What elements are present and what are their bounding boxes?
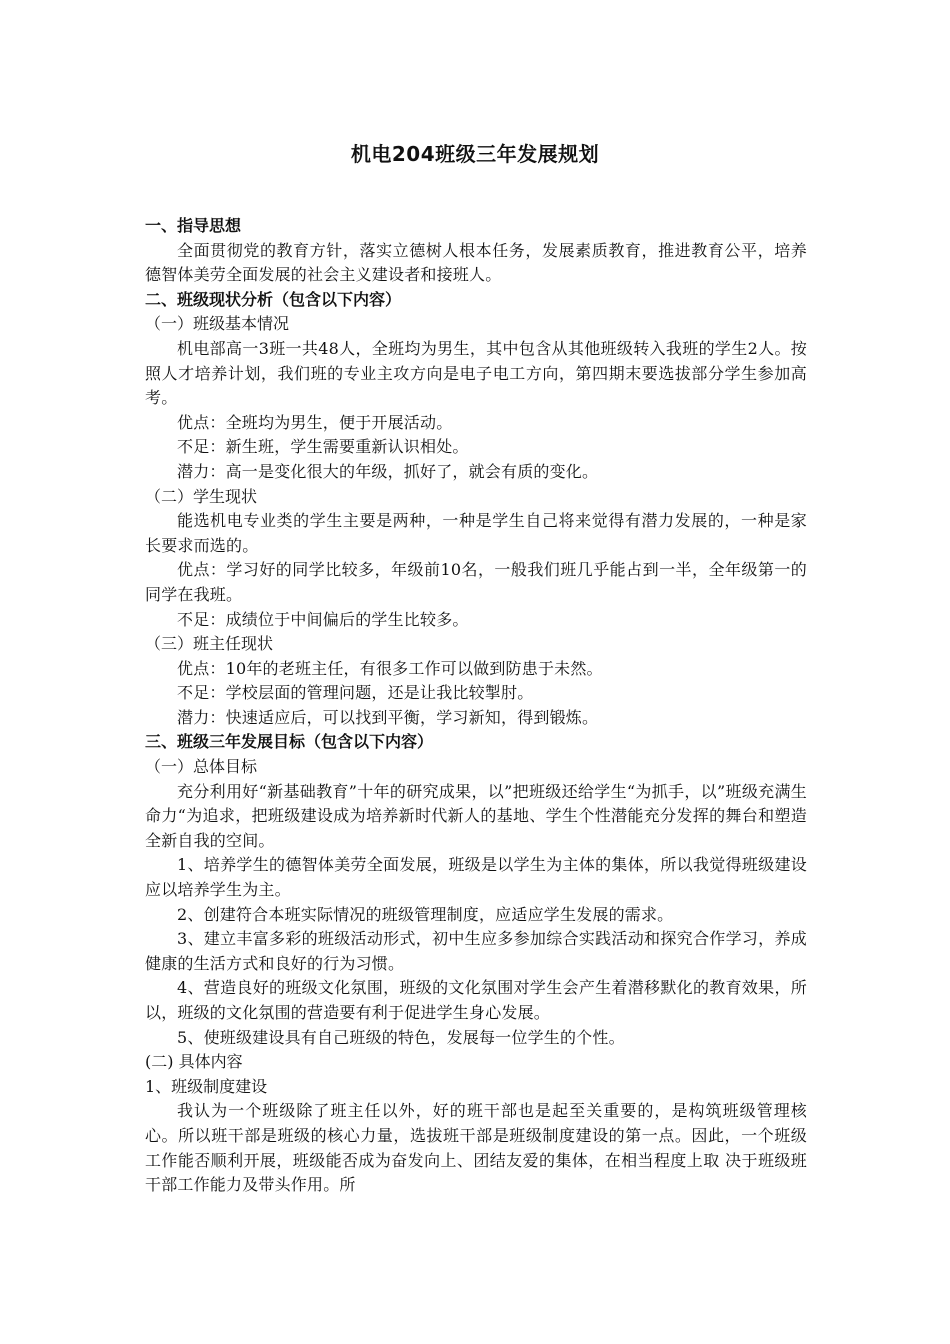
paragraph: 充分利用好“新基础教育”十年的研究成果，以”把班级还给学生“为抓手，以”班级充满生命力“为追求，把班级建设成为培养新时代新人的基地、学生个性潜能充分发挥的舞台和塑造全新自我的空间。: [145, 781, 807, 850]
paragraph: 能选机电专业类的学生主要是两种，一种是学生自己将来觉得有潜力发展的，一种是家长要求而选的。: [145, 511, 807, 555]
subsection-heading: （一）总体目标: [145, 757, 258, 777]
paragraph: 4、营造良好的班级文化氛围，班级的文化氛围对学生会产生着潜移默化的教育效果，所以，班级的文化氛围的营造要有利于促进学生身心发展。: [145, 978, 807, 1022]
subsection-heading: （三）班主任现状: [145, 634, 274, 654]
paragraph: 优点：10年的老班主任，有很多工作可以做到防患于未然。: [177, 658, 603, 678]
subsection-heading: （一）班级基本情况: [145, 314, 290, 334]
subsection-heading: （二）学生现状: [145, 486, 258, 506]
paragraph: 优点：全班均为男生，便于开展活动。: [177, 412, 453, 432]
paragraph: 2、创建符合本班实际情况的班级管理制度，应适应学生发展的需求。: [177, 904, 674, 924]
paragraph: 优点：学习好的同学比较多，年级前10名，一般我们班几乎能占到一半，全年级第一的同学在我班。: [145, 560, 807, 604]
subsection-heading: (二) 具体内容: [145, 1052, 243, 1072]
paragraph: 我认为一个班级除了班主任以外，好的班干部也是起至关重要的，是构筑班级管理核心。所以班干部是班级的核心力量，选拔班干部是班级制度建设的第一点。因此，一个班级工作能否顺利开展，班级能否成为奋发向上、团结友爱的集体，在相当程度上取 决于班级班干部工作能力及带头作用。所: [145, 1101, 807, 1195]
section-heading: 一、指导思想: [145, 216, 242, 235]
paragraph: 5、使班级建设具有自己班级的特色，发展每一位学生的个性。: [177, 1027, 625, 1047]
paragraph: 不足：新生班，学生需要重新认识相处。: [177, 437, 469, 457]
paragraph: 全面贯彻党的教育方针，落实立德树人根本任务，发展素质教育，推进教育公平，培养德智体美劳全面发展的社会主义建设者和接班人。: [145, 240, 807, 285]
paragraph: 不足：学校层面的管理问题，还是让我比较掣肘。: [177, 683, 534, 703]
paragraph: 机电部高一3班一共48人，全班均为男生，其中包含从其他班级转入我班的学生2人。按照人才培养计划，我们班的专业主攻方向是电子电工方向，第四期末要选拔部分学生参加高考。: [145, 338, 807, 408]
document-body: [145, 214, 807, 1198]
section-heading: 三、班级三年发展目标（包含以下内容）: [145, 732, 434, 752]
paragraph: 3、建立丰富多彩的班级活动形式，初中生应多参加综合实践活动和探究合作学习，养成健康的生活方式和良好的行为习惯。: [145, 929, 807, 973]
paragraph: 潜力：高一是变化很大的年级，抓好了，就会有质的变化。: [177, 461, 599, 481]
section-heading: 二、班级现状分析（包含以下内容）: [145, 289, 402, 309]
paragraph: 潜力：快速适应后，可以找到平衡，学习新知，得到锻炼。: [177, 707, 599, 727]
subsection-heading: 1、班级制度建设: [145, 1076, 268, 1096]
paragraph: 不足：成绩位于中间偏后的学生比较多。: [177, 609, 469, 629]
paragraph: 1、培养学生的德智体美劳全面发展，班级是以学生为主体的集体，所以我觉得班级建设应以培养学生为主。: [145, 855, 807, 900]
page-title: 机电204班级三年发展规划: [350, 142, 600, 166]
